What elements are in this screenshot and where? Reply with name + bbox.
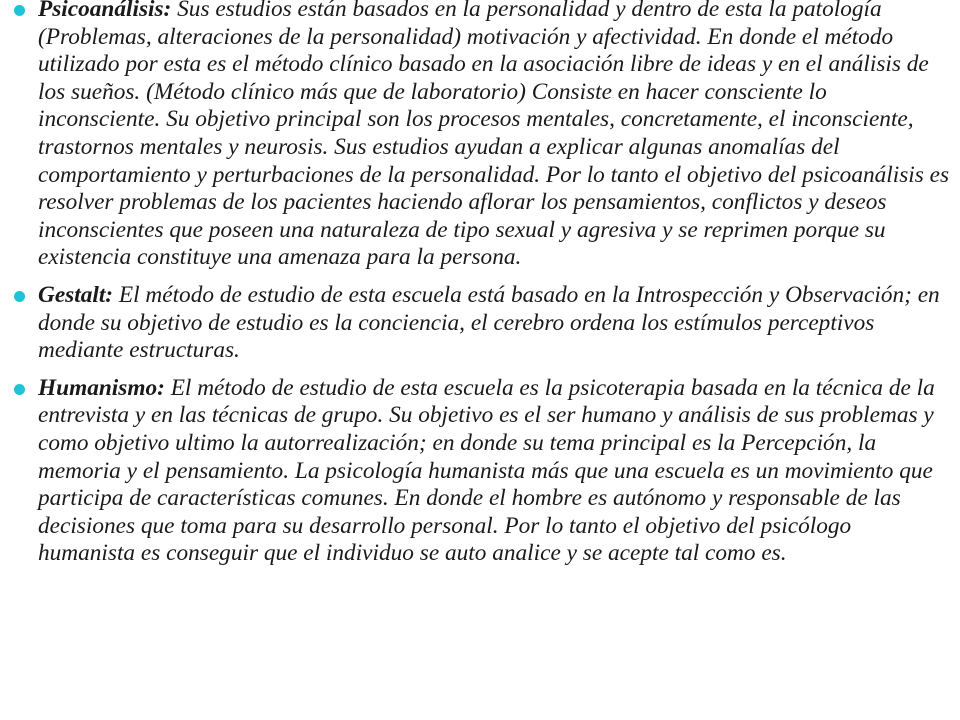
term-label: Psicoanálisis: [38,0,172,22]
bullet-dot-icon [14,5,25,16]
list-item-psicoanalisis [0,0,960,272]
list-item-gestalt [0,282,960,365]
term-label: Humanismo: [38,374,165,401]
term-description: El método de estudio de esta escuela está basado en la Introspección y Observación; en donde su objetivo de estudio es la conciencia, el cerebro ordena los estímulos perceptivos mediante estructuras. [38,281,940,364]
term-description: El método de estudio de esta escuela es la psicoterapia basada en la técnica de la entrevista y en las técnicas de grupo. Su objetivo es el ser humano y análisis de sus problemas y como objetivo ultimo la autorrealización; en donde su tema principal es la Percepción, la memoria y el pensamiento. La psicología humanista más que una escuela es un movimiento que participa de características comunes. En donde el hombre es autónomo y responsable de las decisiones que toma para su desarrollo personal. Por lo tanto el objetivo del psicólogo humanista es conseguir que el individuo se auto analice y se acepte tal como es. [38,374,935,567]
list-item-humanismo [0,375,960,568]
bullet-dot-icon [14,291,25,302]
term-description: Sus estudios están basados en la personalidad y dentro de esta la patología (Problemas, alteraciones de la personalidad) motivación y afectividad. En donde el método utilizado por esta es el método clínico basado en la asociación libre de ideas y en el análisis de los sueños. (Método clínico más que de laboratorio) Consiste en hacer consciente lo inconsciente. Su objetivo principal son los procesos mentales, concretamente, el inconsciente, trastornos mentales y neurosis. Sus estudios ayudan a explicar algunas anomalías del comportamiento y perturbaciones de la personalidad. Por lo tanto el objetivo del psicoanálisis es resolver problemas de los pacientes haciendo aflorar los pensamientos, conflictos y deseos inconscientes que poseen una naturaleza de tipo sexual y agresiva y se reprimen porque su existencia constituye una amenaza para la persona. [38,0,950,271]
term-label: Gestalt: [38,281,114,308]
bullet-dot-icon [14,384,25,395]
